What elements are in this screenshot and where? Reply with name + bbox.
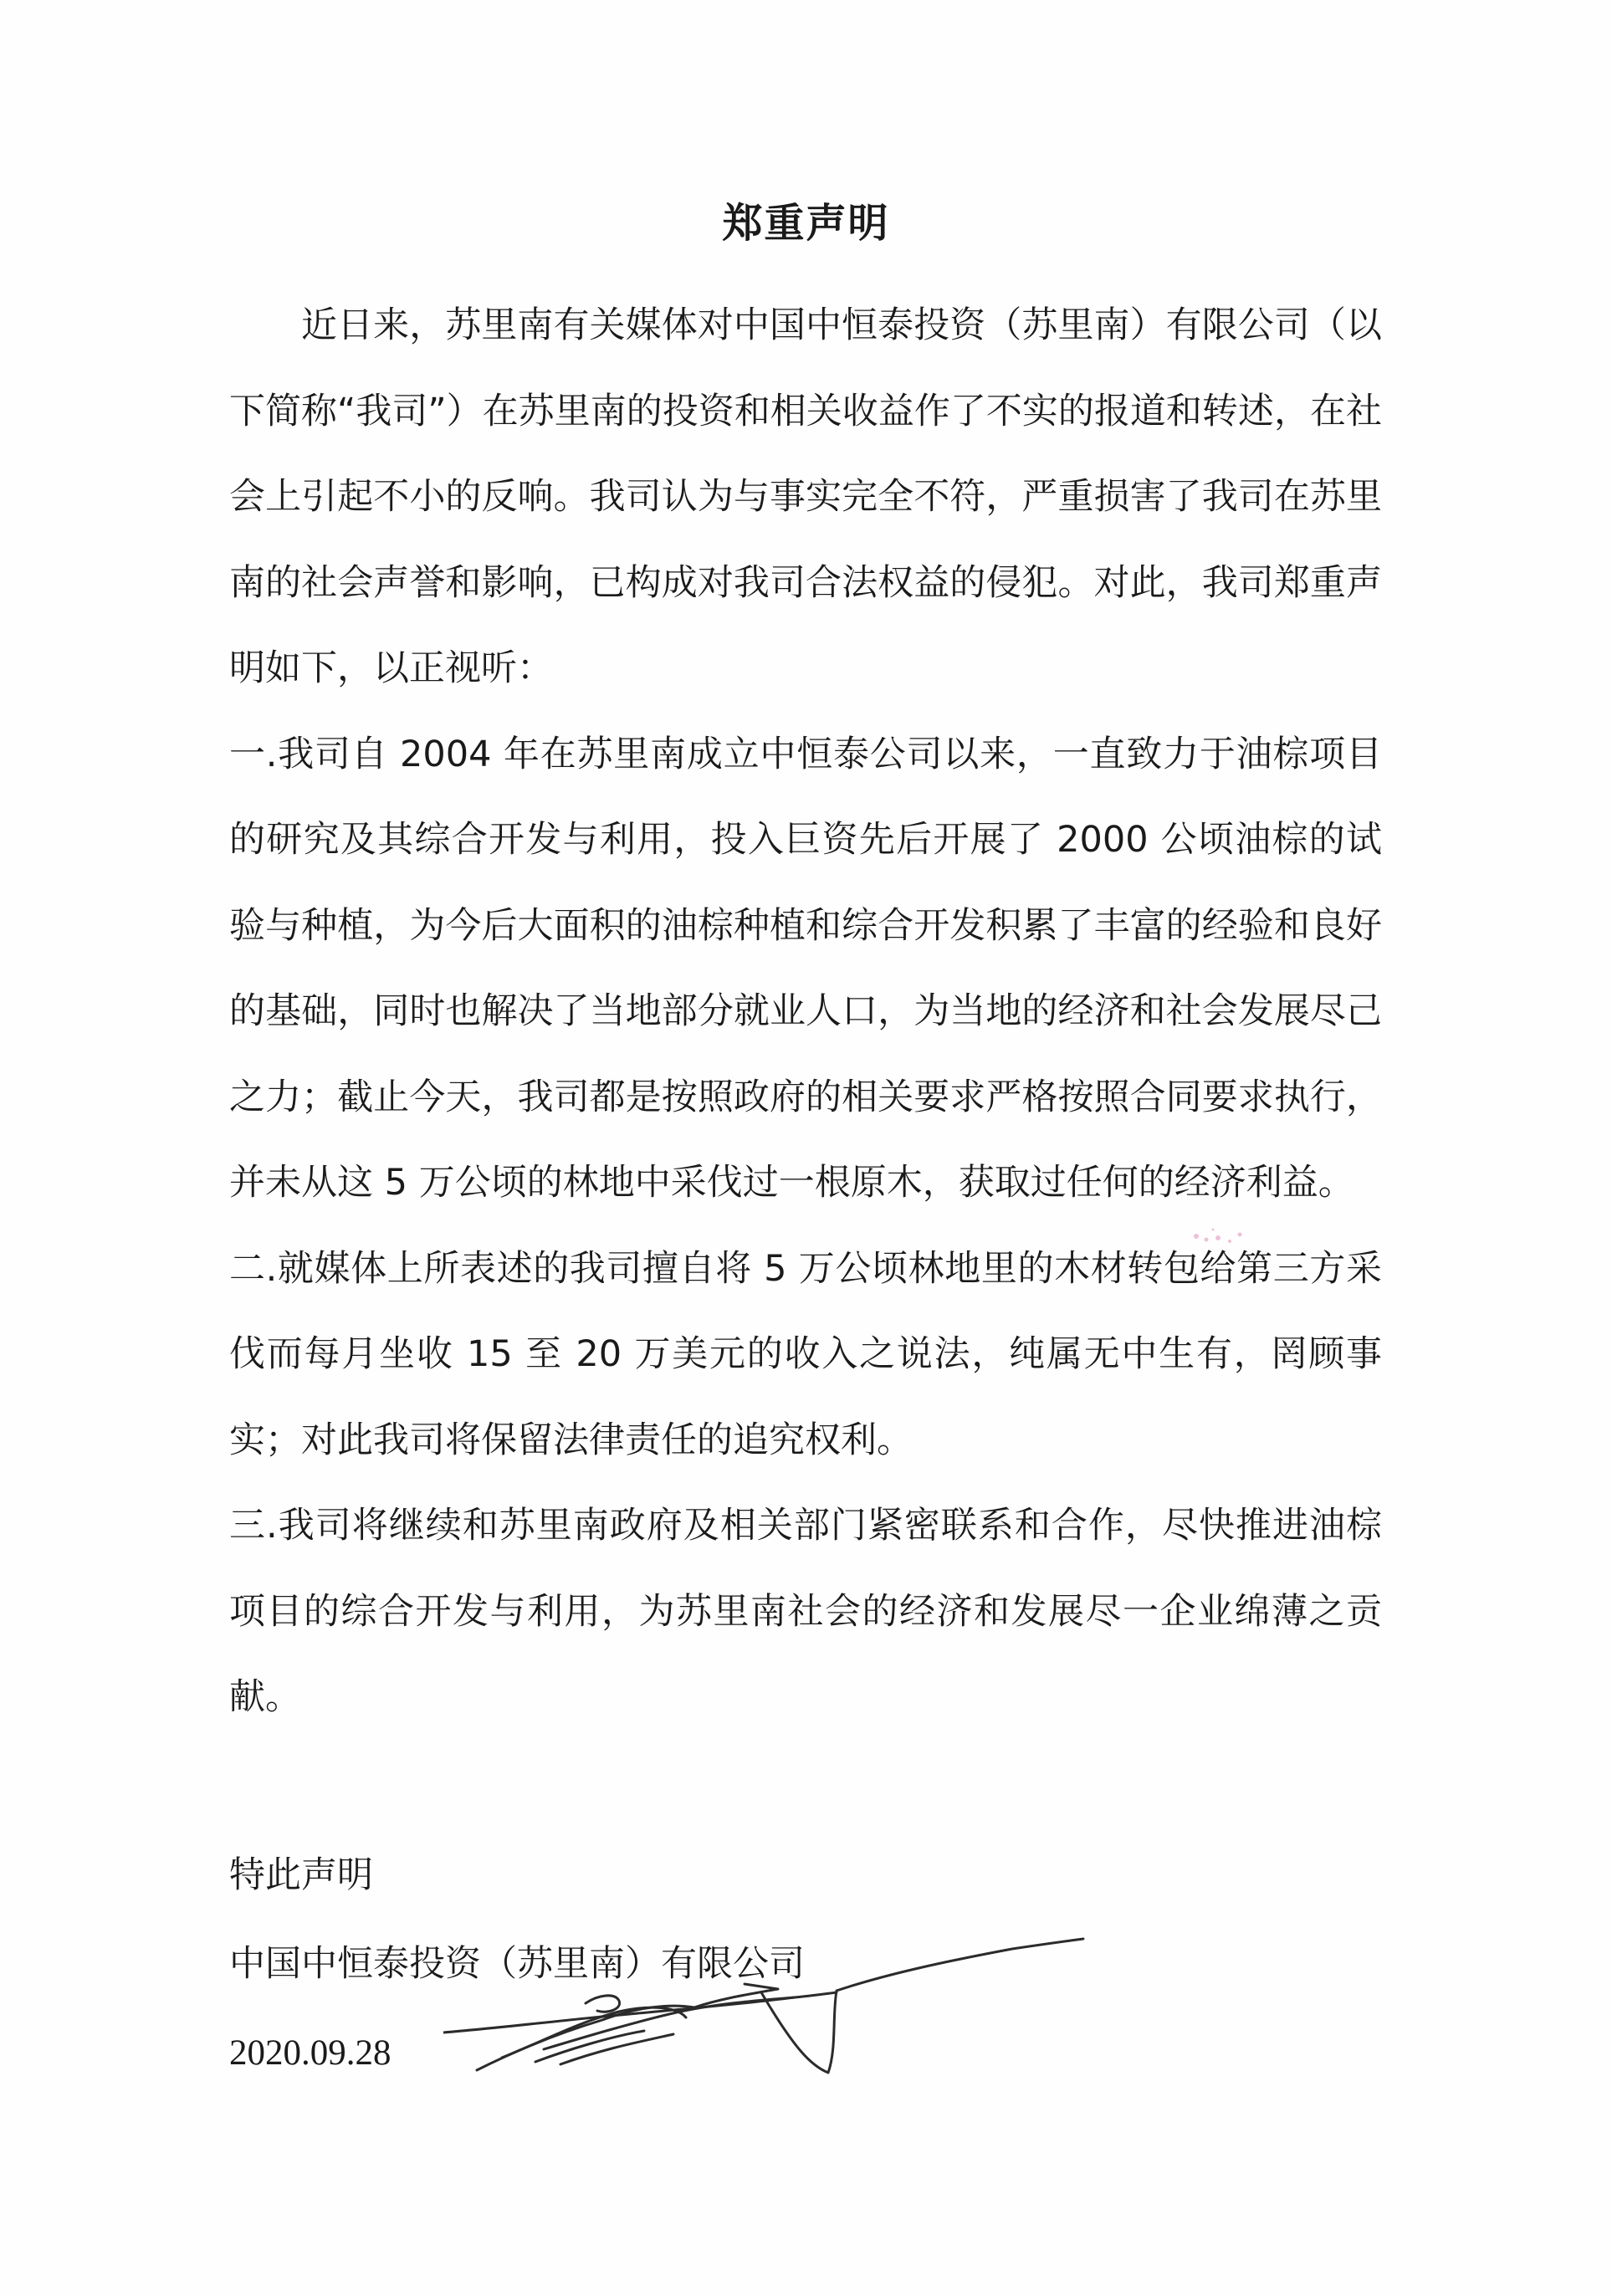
document-title: 郑重声明 — [722, 200, 890, 247]
company-name: 中国中恒泰投资（苏里南）有限公司 — [229, 1943, 805, 1985]
closing-statement: 特此声明 — [229, 1854, 373, 1896]
paragraph-point-2: 二.就媒体上所表述的我司擅自将 5 万公顷林地里的木材转包给第三方采伐而每月坐收 15 至 20 万美元的收入之说法，纯属无中生有，罔顾事实；对此我司将保留法律责任的追究权利。 — [229, 1247, 1382, 1461]
paragraph-intro: 近日来，苏里南有关媒体对中国中恒泰投资（苏里南）有限公司（以下简称“我司”）在苏里南的投资和相关收益作了不实的报道和转述，在社会上引起不小的反响。我司认为与事实完全不符，严重损害了我司在苏里南的社会声誉和影响，已构成对我司合法权益的侵犯。对此，我司郑重声明如下，以正视听： — [229, 304, 1382, 689]
paragraph-point-1: 一.我司自 2004 年在苏里南成立中恒泰公司以来，一直致力于油棕项目的研究及其综合开发与利用，投入巨资先后开展了 2000 公顷油棕的试验与种植，为今后大面积的油棕种植和综合开发积累了丰富的经验和良好的基础，同时也解决了当地部分就业人口，为当地的经济和社会发展尽己之力；截止今天，我司都是按照政府的相关要求严格按照合同要求执行，并未从这 5 万公顷的林地中采伐过一根原木，获取过任何的经济利益。 — [229, 733, 1382, 1204]
handwritten-signature — [443, 1924, 1096, 2091]
pink-stamp-speck — [1188, 1204, 1255, 1255]
document-body — [229, 283, 1382, 1741]
paragraph-point-3: 三.我司将继续和苏里南政府及相关部门紧密联系和合作，尽快推进油棕项目的综合开发与利用，为苏里南社会的经济和发展尽一企业绵薄之贡献。 — [229, 1505, 1382, 1718]
document-date: 2020.09.28 — [229, 2033, 391, 2073]
